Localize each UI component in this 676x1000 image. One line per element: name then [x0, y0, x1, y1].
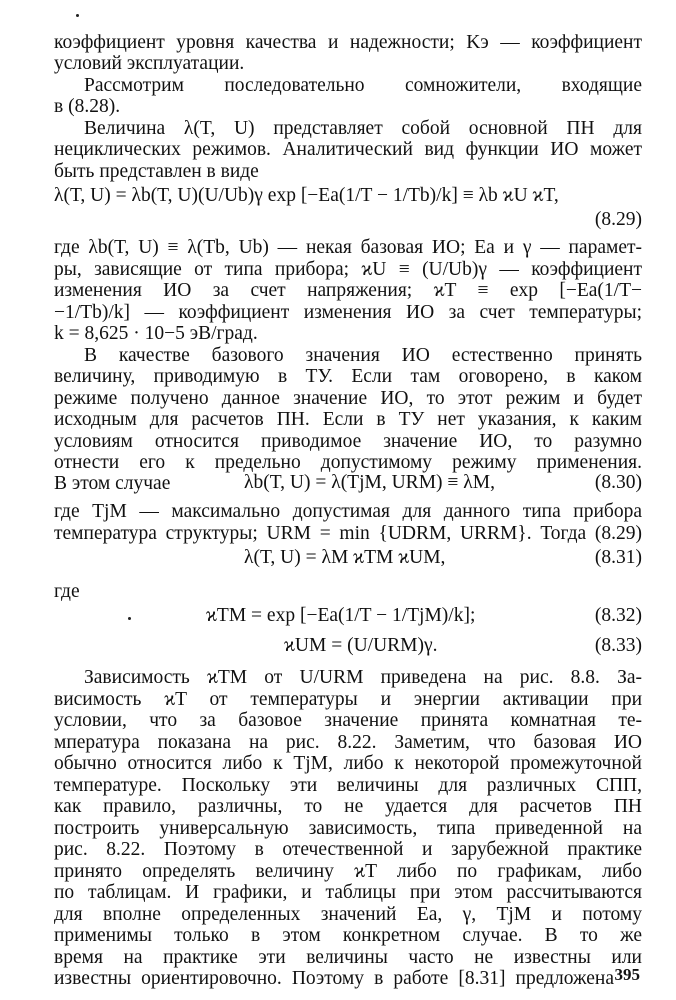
text-line: где λb(T, U) ≡ λ(Tb, Ub) — некая базовая ИО; Ea и γ — парамет-	[54, 237, 642, 258]
text-line: ры, зависящие от типа прибора; ϰU ≡ (U/Ub)γ — коэффициент	[54, 259, 642, 280]
text-line: коэффициент уровня качества и надежности; Kэ — коэффициент	[54, 32, 642, 53]
text-line: рис. 8.22. Поэтому в отечественной и зарубежной практике	[54, 839, 642, 860]
text-line: исходным для расчетов ПН. Если в ТУ нет указания, к каким	[54, 409, 642, 430]
text-line: условии, что за базовое значение принята комнатная те-	[54, 710, 642, 731]
text-line: где	[54, 581, 80, 602]
text-line: отнести его к предельно допустимому режиму применения.	[54, 452, 642, 473]
text-line: −1/Tb)/k] — коэффициент изменения ИО за счет температуры;	[54, 302, 642, 323]
text-line: построить универсальную зависимость, типа приведенной на	[54, 818, 642, 839]
text-line: величину, приводимую в ТУ. Если там оговорено, в каком	[54, 366, 642, 387]
text-line: время на практике эти величины часто не известны или	[54, 947, 642, 968]
ink-speck	[128, 617, 131, 620]
text-line: температура структуры; URM = min {UDRM, URRM}. Тогда (8.29)	[54, 523, 642, 544]
equation-8-31: λ(T, U) = λM ϰTM ϰUM,	[244, 547, 446, 568]
text-line: висимость ϰT от температуры и энергии активации при	[54, 689, 642, 710]
text-line: Зависимость ϰTM от U/URM приведена на рис. 8.8. За-	[84, 667, 642, 688]
text-line: изменения ИО за счет напряжения; ϰT ≡ exp [−Ea(1/T−	[54, 280, 642, 301]
text-line: как правило, различны, то не удается для расчетов ПН	[54, 796, 642, 817]
equation-number: (8.31)	[594, 547, 642, 568]
text-line: известны ориентировочно. Поэтому в работе [8.31] предложена	[54, 968, 614, 989]
text-line: принято определять величину ϰT либо по графикам, либо	[54, 861, 642, 882]
text-line: для вполне определенных значений Ea, γ, TjM и потому	[54, 904, 642, 925]
equation-number: (8.33)	[594, 635, 642, 656]
text-line: Величина λ(T, U) представляет собой основной ПН для	[84, 118, 642, 139]
ink-speck	[76, 14, 79, 17]
text-line: мпература показана на рис. 8.22. Заметим, что базовая ИО	[54, 732, 642, 753]
text-line: В этом случае	[54, 473, 171, 494]
text-line: В качестве базового значения ИО естественно принять	[84, 345, 642, 366]
text-line: применимы только в этом конкретном случае. В то же	[54, 925, 642, 946]
equation-8-30: λb(T, U) = λ(TjM, URM) ≡ λM,	[244, 472, 495, 493]
text-line: температуре. Поскольку эти величины для различных СПП,	[54, 775, 642, 796]
equation-8-32: ϰTM = exp [−Ea(1/T − 1/TjM)/k];	[206, 605, 476, 626]
text-line: быть представлен в виде	[54, 161, 259, 182]
equation-number: (8.30)	[594, 472, 642, 493]
equation-8-29: λ(T, U) = λb(T, U)(U/Ub)γ exp [−Ea(1/T − 1/Tb)/k] ≡ λb ϰU ϰT,	[54, 185, 559, 206]
equation-number: (8.32)	[594, 605, 642, 626]
text-line: обычно относится либо к TjM, либо к некоторой промежуточной	[54, 753, 642, 774]
page-number: 395	[614, 965, 640, 984]
text-line: k = 8,625 · 10−5 эВ/град.	[54, 323, 258, 344]
text-line: в (8.28).	[54, 96, 121, 117]
equation-number: (8.29)	[594, 209, 642, 230]
equation-8-33: ϰUM = (U/URM)γ.	[284, 635, 438, 656]
text-line: нециклических режимов. Аналитический вид функции ИО может	[54, 139, 642, 160]
text-line: Рассмотрим последовательно сомножители, входящие	[84, 75, 642, 96]
text-line: где TjM — максимально допустимая для данного типа прибора	[54, 501, 642, 522]
text-line: по таблицам. И графики, и таблицы при этом рассчитываются	[54, 882, 642, 903]
text-line: условий эксплуатации.	[54, 53, 245, 74]
text-line: режиме получено данное значение ИО, то этот режим и будет	[54, 388, 642, 409]
text-line: условиям относится приводимое значение ИО, то разумно	[54, 431, 642, 452]
